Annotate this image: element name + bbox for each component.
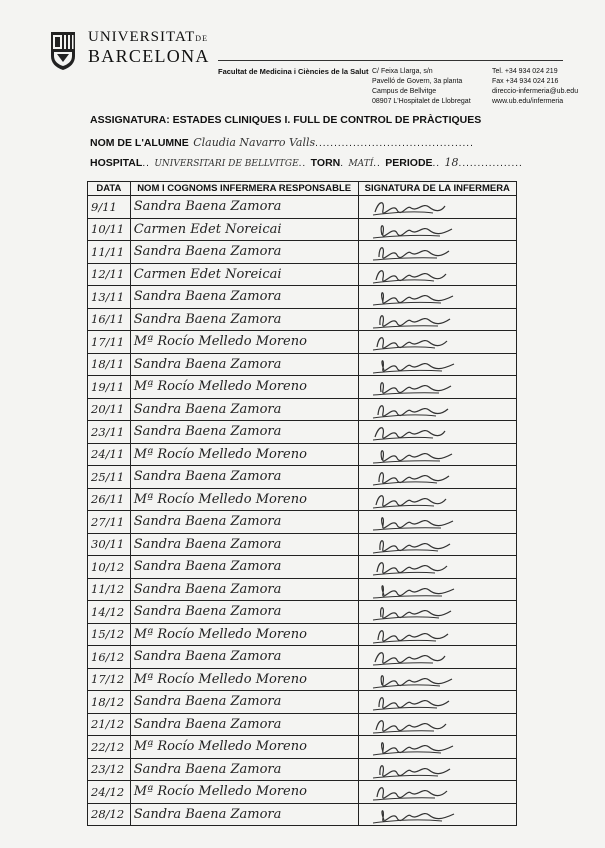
table-row <box>88 353 517 376</box>
row-date: 15/12 <box>88 623 131 646</box>
table-row <box>88 623 517 646</box>
handwritten-signature <box>371 468 461 488</box>
student-value: Claudia Navarro Valls <box>193 136 316 149</box>
university-line1: UNIVERSITAT <box>88 29 196 45</box>
row-signature <box>358 241 516 264</box>
row-date: 23/12 <box>88 758 131 781</box>
university-seal-icon <box>47 28 79 72</box>
handwritten-signature <box>371 648 461 668</box>
row-date: 11/12 <box>88 578 131 601</box>
handwritten-signature <box>371 536 461 556</box>
row-date: 12/11 <box>88 263 131 286</box>
row-date: 30/11 <box>88 533 131 556</box>
row-date: 9/11 <box>88 196 131 219</box>
table-row <box>88 331 517 354</box>
row-signature <box>358 443 516 466</box>
row-signature <box>358 668 516 691</box>
row-date: 17/11 <box>88 331 131 354</box>
table-row <box>88 241 517 264</box>
table-row <box>88 286 517 309</box>
row-date: 24/12 <box>88 781 131 804</box>
period-value: 18 <box>444 156 459 169</box>
handwritten-signature <box>371 446 461 466</box>
contact-fax: Fax +34 934 024 216 <box>492 78 559 85</box>
table-row <box>88 691 517 714</box>
handwritten-signature <box>371 198 461 218</box>
row-nurse-name: Sandra Baena Zamora <box>130 803 358 826</box>
row-signature <box>358 308 516 331</box>
handwritten-signature <box>371 671 461 691</box>
row-nurse-name: Sandra Baena Zamora <box>130 758 358 781</box>
handwritten-signature <box>371 221 461 241</box>
table-row <box>88 218 517 241</box>
row-date: 16/12 <box>88 646 131 669</box>
handwritten-signature <box>371 738 461 758</box>
table-row <box>88 466 517 489</box>
table-row <box>88 263 517 286</box>
row-signature <box>358 601 516 624</box>
row-nurse-name: Carmen Edet Noreicai <box>130 263 358 286</box>
row-signature <box>358 263 516 286</box>
row-nurse-name: Sandra Baena Zamora <box>130 353 358 376</box>
column-header-nurse: NOM I COGNOMS INFERMERA RESPONSABLE <box>130 182 358 196</box>
row-nurse-name: Mª Rocío Melledo Moreno <box>130 623 358 646</box>
row-signature <box>358 331 516 354</box>
handwritten-signature <box>371 491 461 511</box>
table-row <box>88 736 517 759</box>
row-nurse-name: Sandra Baena Zamora <box>130 466 358 489</box>
row-date: 18/12 <box>88 691 131 714</box>
university-de: DE <box>195 34 208 43</box>
handwritten-signature <box>371 356 461 376</box>
row-date: 21/12 <box>88 713 131 736</box>
table-row <box>88 533 517 556</box>
row-signature <box>358 376 516 399</box>
handwritten-signature <box>371 333 461 353</box>
row-nurse-name: Mª Rocío Melledo Moreno <box>130 668 358 691</box>
table-row <box>88 578 517 601</box>
handwritten-signature <box>371 761 461 781</box>
row-signature <box>358 533 516 556</box>
handwritten-signature <box>371 243 461 263</box>
row-date: 25/11 <box>88 466 131 489</box>
table-row <box>88 781 517 804</box>
university-name <box>88 30 210 65</box>
address-line: Pavelló de Govern, 3a planta <box>372 78 463 85</box>
handwritten-signature <box>371 423 461 443</box>
student-label: NOM DE L'ALUMNE <box>90 137 189 149</box>
period-label: PERIODE <box>385 157 433 169</box>
table-row <box>88 421 517 444</box>
contact-website: www.ub.edu/infermeria <box>492 98 564 105</box>
table-row <box>88 646 517 669</box>
row-signature <box>358 466 516 489</box>
shift-value: MATÍ <box>348 159 374 169</box>
row-signature <box>358 488 516 511</box>
table-row <box>88 511 517 534</box>
row-date: 10/12 <box>88 556 131 579</box>
table-row <box>88 758 517 781</box>
handwritten-signature <box>371 378 461 398</box>
row-nurse-name: Sandra Baena Zamora <box>130 646 358 669</box>
table-row <box>88 308 517 331</box>
row-date: 26/11 <box>88 488 131 511</box>
handwritten-signature <box>371 603 461 623</box>
row-signature <box>358 646 516 669</box>
address-line: Campus de Bellvitge <box>372 88 437 95</box>
handwritten-signature <box>371 558 461 578</box>
column-header-signature: SIGNATURA DE LA INFERMERA <box>358 182 516 196</box>
row-signature <box>358 758 516 781</box>
handwritten-signature <box>371 401 461 421</box>
row-date: 18/11 <box>88 353 131 376</box>
column-header-date: DATA <box>88 182 131 196</box>
row-signature <box>358 196 516 219</box>
row-signature <box>358 398 516 421</box>
table-row <box>88 713 517 736</box>
address-line: 08907 L'Hospitalet de Llobregat <box>372 98 471 105</box>
row-nurse-name: Mª Rocío Melledo Moreno <box>130 736 358 759</box>
handwritten-signature <box>371 626 461 646</box>
row-signature <box>358 421 516 444</box>
handwritten-signature <box>371 513 461 533</box>
row-nurse-name: Mª Rocío Melledo Moreno <box>130 376 358 399</box>
row-date: 23/11 <box>88 421 131 444</box>
university-line2: BARCELONA <box>88 46 210 66</box>
row-date: 28/12 <box>88 803 131 826</box>
shift-label: TORN <box>310 157 341 169</box>
row-date: 24/11 <box>88 443 131 466</box>
table-body <box>88 196 517 826</box>
row-date: 19/11 <box>88 376 131 399</box>
row-date: 17/12 <box>88 668 131 691</box>
row-nurse-name: Sandra Baena Zamora <box>130 308 358 331</box>
row-signature <box>358 578 516 601</box>
row-signature <box>358 353 516 376</box>
table-row <box>88 556 517 579</box>
handwritten-signature <box>371 311 461 331</box>
row-signature <box>358 691 516 714</box>
student-field: NOM DE L'ALUMNE Claudia Navarro Valls.......................................... <box>90 136 474 149</box>
hospital-value: UNIVERSITARI DE BELLVITGE <box>154 159 299 169</box>
row-nurse-name: Sandra Baena Zamora <box>130 713 358 736</box>
row-date: 16/11 <box>88 308 131 331</box>
row-nurse-name: Sandra Baena Zamora <box>130 421 358 444</box>
handwritten-signature <box>371 716 461 736</box>
table-row <box>88 443 517 466</box>
row-date: 13/11 <box>88 286 131 309</box>
row-signature <box>358 781 516 804</box>
row-date: 14/12 <box>88 601 131 624</box>
row-signature <box>358 736 516 759</box>
row-nurse-name: Carmen Edet Noreicai <box>130 218 358 241</box>
row-signature <box>358 286 516 309</box>
row-nurse-name: Sandra Baena Zamora <box>130 601 358 624</box>
row-date: 10/11 <box>88 218 131 241</box>
row-nurse-name: Sandra Baena Zamora <box>130 196 358 219</box>
table-row <box>88 488 517 511</box>
row-signature <box>358 803 516 826</box>
address-line: C/ Feixa Llarga, s/n <box>372 68 433 75</box>
row-date: 22/12 <box>88 736 131 759</box>
row-signature <box>358 556 516 579</box>
row-signature <box>358 713 516 736</box>
row-nurse-name: Sandra Baena Zamora <box>130 691 358 714</box>
table-header-row <box>88 182 517 196</box>
row-nurse-name: Sandra Baena Zamora <box>130 578 358 601</box>
hospital-field: HOSPITAL.. UNIVERSITARI DE BELLVITGE.. TORN. MATÍ.. PERIODE.. 18................. <box>90 156 523 169</box>
hospital-label: HOSPITAL <box>90 157 143 169</box>
row-nurse-name: Sandra Baena Zamora <box>130 398 358 421</box>
contact-email: direccio-infermeria@ub.edu <box>492 88 579 95</box>
row-date: 11/11 <box>88 241 131 264</box>
table-row <box>88 196 517 219</box>
row-nurse-name: Sandra Baena Zamora <box>130 241 358 264</box>
handwritten-signature <box>371 266 461 286</box>
table-row <box>88 398 517 421</box>
row-nurse-name: Mª Rocío Melledo Moreno <box>130 443 358 466</box>
contact-phone: Tel. +34 934 024 219 <box>492 68 558 75</box>
row-nurse-name: Sandra Baena Zamora <box>130 286 358 309</box>
handwritten-signature <box>371 783 461 803</box>
row-date: 27/11 <box>88 511 131 534</box>
handwritten-signature <box>371 581 461 601</box>
attendance-table <box>87 181 517 826</box>
row-nurse-name: Mª Rocío Melledo Moreno <box>130 781 358 804</box>
faculty-name: Facultat de Medicina i Ciències de la Salut <box>218 67 369 76</box>
table-row <box>88 601 517 624</box>
row-signature <box>358 511 516 534</box>
row-nurse-name: Mª Rocío Melledo Moreno <box>130 331 358 354</box>
table-row <box>88 803 517 826</box>
header-divider <box>218 60 563 61</box>
row-nurse-name: Sandra Baena Zamora <box>130 533 358 556</box>
row-nurse-name: Mª Rocío Melledo Moreno <box>130 488 358 511</box>
row-nurse-name: Sandra Baena Zamora <box>130 511 358 534</box>
address-block <box>372 67 471 107</box>
row-signature <box>358 623 516 646</box>
row-date: 20/11 <box>88 398 131 421</box>
contact-block <box>492 67 578 107</box>
row-signature <box>358 218 516 241</box>
row-nurse-name: Sandra Baena Zamora <box>130 556 358 579</box>
subject-title: ASSIGNATURA: ESTADES CLINIQUES I. FULL DE CONTROL DE PRÀCTIQUES <box>90 114 482 126</box>
table-row <box>88 376 517 399</box>
handwritten-signature <box>371 693 461 713</box>
handwritten-signature <box>371 806 461 826</box>
table-row <box>88 668 517 691</box>
handwritten-signature <box>371 288 461 308</box>
